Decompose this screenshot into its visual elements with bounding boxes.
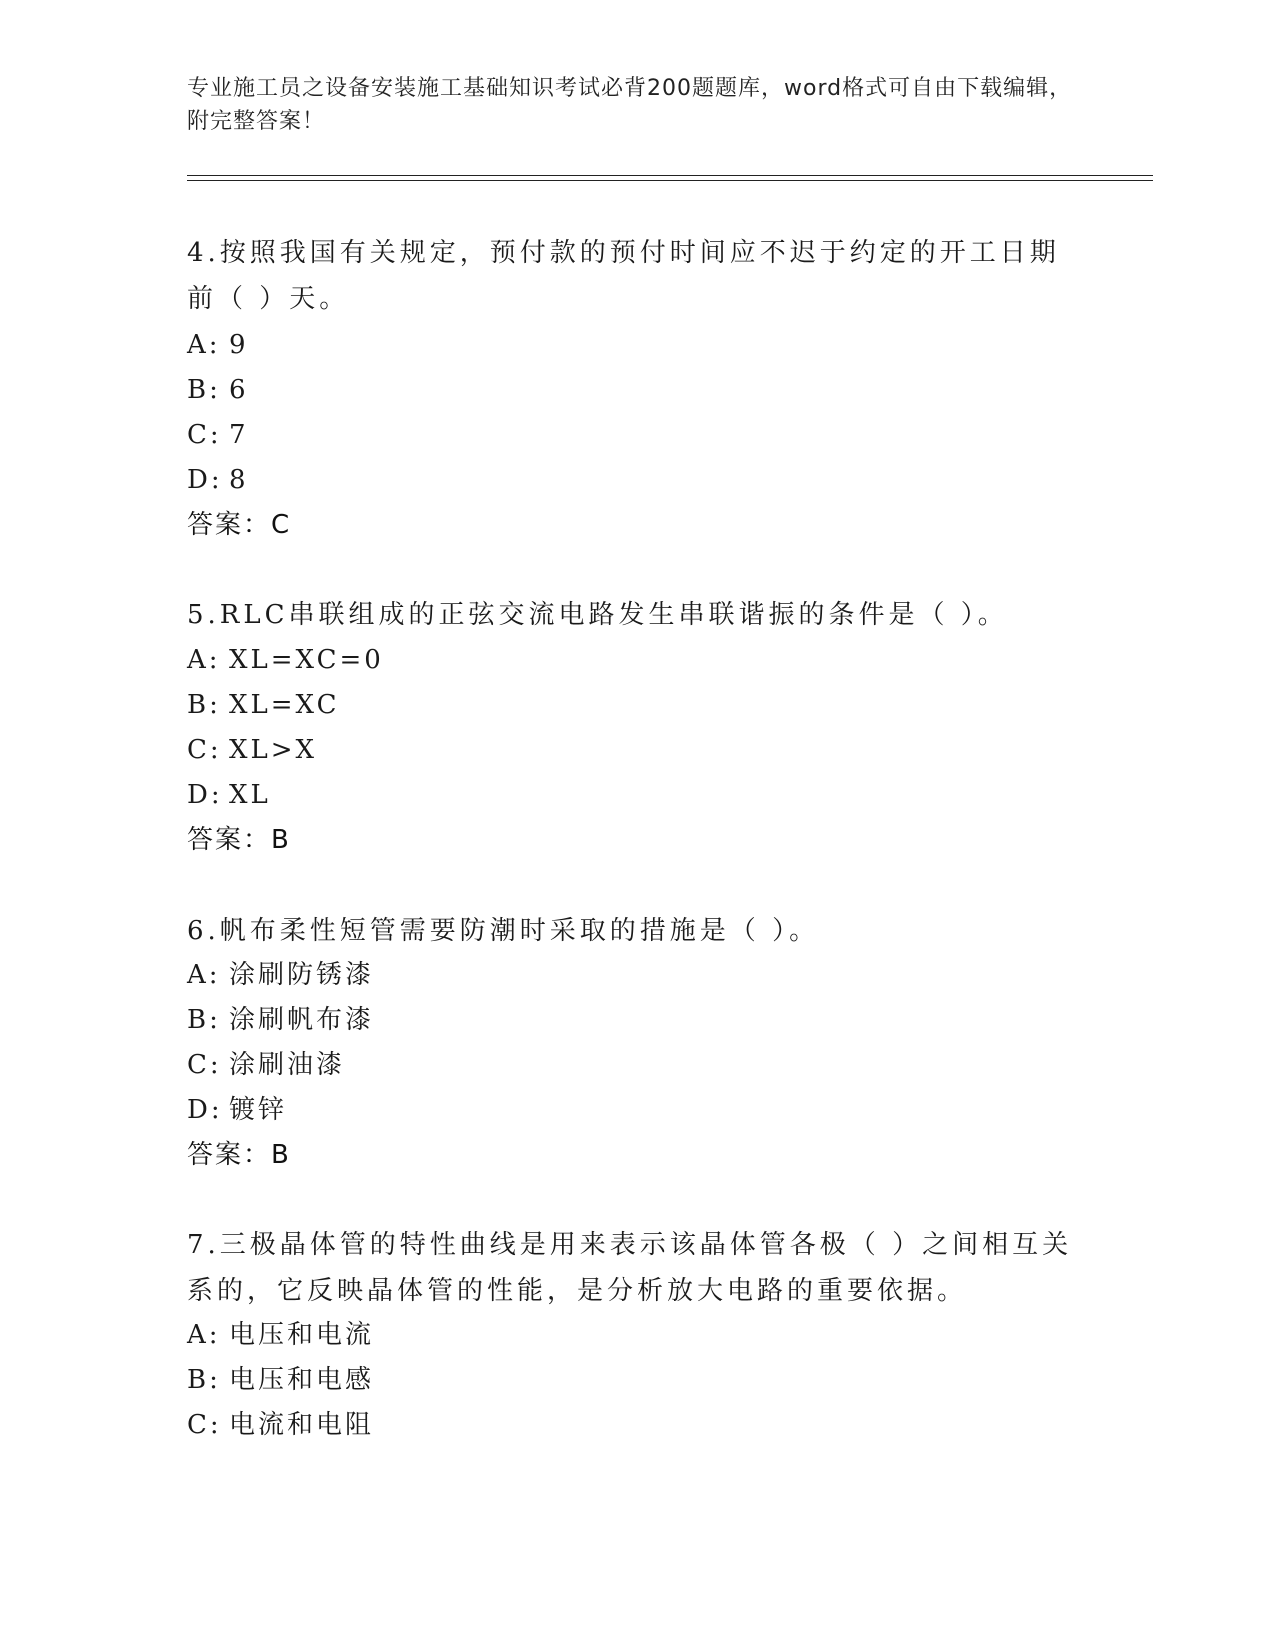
question-6-stem: 6.帆布柔性短管需要防潮时采取的措施是（ ）。 <box>187 916 820 946</box>
option-text: 6 <box>229 375 249 405</box>
question-5-option-b <box>187 690 340 720</box>
question-4-answer: 答案：C <box>187 510 292 540</box>
option-letter: D: <box>187 465 223 495</box>
question-5-stem: 5.RLC串联组成的正弦交流电路发生串联谐振的条件是（ ）。 <box>187 600 1008 630</box>
question-5-option-a <box>187 645 384 675</box>
option-text: 涂刷油漆 <box>229 1050 346 1080</box>
question-6-answer: 答案：B <box>187 1140 291 1170</box>
option-text: XL=XC=0 <box>229 645 384 675</box>
option-letter: B: <box>187 1365 221 1395</box>
option-letter: D: <box>187 1095 223 1125</box>
question-4-option-a <box>187 330 249 360</box>
option-letter: C: <box>187 420 222 450</box>
question-4-option-c <box>187 420 249 450</box>
question-7-option-a <box>187 1320 374 1350</box>
option-letter: C: <box>187 1050 222 1080</box>
question-5-answer: 答案：B <box>187 825 291 855</box>
header-divider-top <box>187 175 1153 176</box>
option-letter: C: <box>187 1410 222 1440</box>
question-4-option-b <box>187 375 249 405</box>
option-text: 电压和电感 <box>229 1365 375 1395</box>
question-4-stem: 4.按照我国有关规定，预付款的预付时间应不迟于约定的开工日期前（ ）天。 <box>187 238 1060 314</box>
option-letter: A: <box>187 960 221 990</box>
option-text: 电压和电流 <box>229 1320 375 1350</box>
question-6-option-d <box>187 1095 287 1125</box>
option-text: 8 <box>229 465 249 495</box>
option-text: 7 <box>229 420 249 450</box>
option-text: 电流和电阻 <box>229 1410 375 1440</box>
option-text: XL=XC <box>229 690 340 720</box>
option-letter: A: <box>187 330 221 360</box>
header-divider-bottom <box>187 180 1153 181</box>
question-7-option-c <box>187 1410 374 1440</box>
question-6-option-b <box>187 1005 374 1035</box>
option-letter: C: <box>187 735 222 765</box>
option-text: 涂刷防锈漆 <box>229 960 375 990</box>
option-letter: A: <box>187 645 221 675</box>
question-5-option-c <box>187 735 317 765</box>
option-letter: B: <box>187 1005 221 1035</box>
question-7-stem: 7.三极晶体管的特性曲线是用来表示该晶体管各极（ ）之间相互关系的，它反映晶体管的性能，是分析放大电路的重要依据。 <box>187 1230 1073 1306</box>
question-6-option-c <box>187 1050 345 1080</box>
question-7-option-b <box>187 1365 374 1395</box>
question-4-option-d <box>187 465 249 495</box>
option-text: XL>X <box>229 735 318 765</box>
question-6-option-a <box>187 960 374 990</box>
option-text: XL <box>229 780 271 810</box>
option-letter: B: <box>187 375 221 405</box>
question-5-option-d <box>187 780 271 810</box>
option-letter: A: <box>187 1320 221 1350</box>
option-text: 涂刷帆布漆 <box>229 1005 375 1035</box>
document-title: 专业施工员之设备安装施工基础知识考试必背200题题库，word格式可自由下载编辑，附完整答案！ <box>187 76 1073 134</box>
option-text: 9 <box>229 330 249 360</box>
option-letter: B: <box>187 690 221 720</box>
option-text: 镀锌 <box>229 1095 288 1125</box>
option-letter: D: <box>187 780 223 810</box>
